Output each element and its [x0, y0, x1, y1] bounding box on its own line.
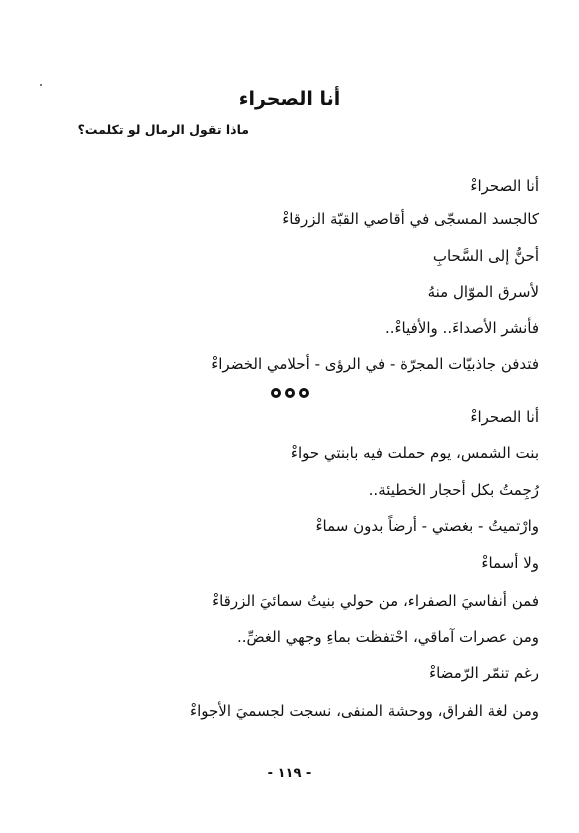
verse-line: رغم تنمّر الرّمضاءْ: [429, 664, 539, 682]
verse-line: كالجسد المسجّى في أقاصي القبّة الزرقاءْ: [282, 210, 539, 228]
verse-line: أحنُّ إلى السَّحابِ: [432, 247, 539, 265]
verse-line: بنت الشمس، يوم حملت فيه بابنتي حواءْ: [290, 444, 539, 462]
verse-line: فمن أنفاسيَ الصفراء، من حولي بنيتُ سمائيَ الزرقاءْ: [212, 592, 539, 610]
poem-title: أنا الصحراء: [238, 88, 341, 110]
circle-ornament-icon: [271, 388, 281, 398]
verse-line: أنا الصحراءْ: [470, 408, 539, 426]
verse-line: رُجِمتُ بكل أحجار الخطيئة..: [368, 481, 539, 499]
stanza-separator-icon: [0, 386, 579, 402]
verse-line: أنا الصحراءْ: [470, 177, 539, 195]
verse-line: وارْتميتُ - بغصتي - أرضاً بدون سماءْ: [315, 517, 539, 535]
page-number: - ١١٩ -: [267, 766, 312, 781]
circle-ornament-icon: [285, 388, 295, 398]
verse-line: فأنشر الأصداءَ.. والأفياءْ..: [384, 319, 539, 337]
circle-ornament-icon: [299, 388, 309, 398]
verse-line: ومن لغة الفراق، ووحشة المنفى، نسجت لجسميَ الأجواءْ: [190, 702, 539, 720]
verse-line: لأسرق الموّال منهُ: [427, 283, 539, 301]
verse-line: ومن عصرات آماقي، احْتفظت بماءِ وجهي الغضِّ..: [237, 628, 539, 646]
verse-line: ولا أسماءْ: [481, 554, 539, 572]
poem-subtitle: ماذا تقول الرمال لو تكلمت؟: [77, 122, 249, 137]
scan-speck: [40, 84, 42, 86]
verse-line: فتدفن جاذبيّات المجرّة - في الرؤى - أحلامي الخضراءْ: [211, 355, 539, 373]
